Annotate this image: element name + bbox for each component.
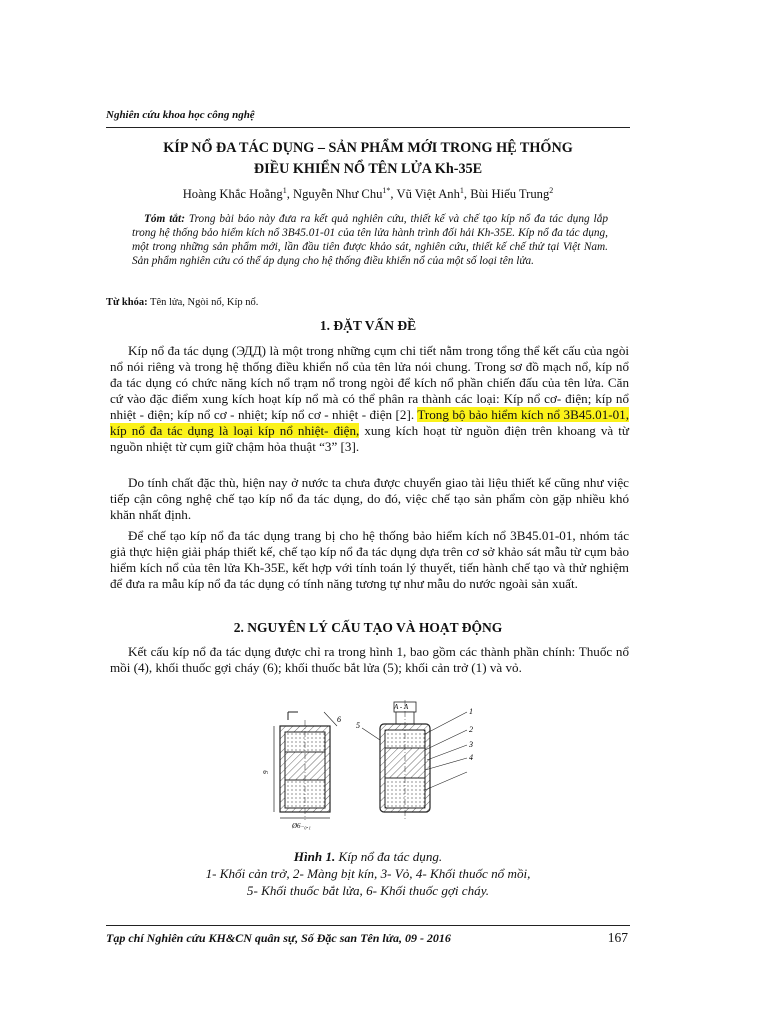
section1-paragraph-2: Do tính chất đặc thù, hiện nay ở nước ta chưa được chuyển giao tài liệu thiết kế cũng như việc tiếp cận công nghệ chế tạo kíp nổ đa tác dụng, do đó, việc chế tạo sản phẩm còn gặp nhiều khó khăn nhất định. <box>110 475 629 522</box>
callout-6: 6 <box>337 715 341 724</box>
right-view <box>362 700 467 820</box>
callout-2: 2 <box>469 725 473 734</box>
section-heading-1: 1. ĐẶT VẤN ĐỀ <box>319 318 417 333</box>
title-line-2: ĐIỀU KHIỂN NỔ TÊN LỬA Kh-35E <box>253 161 483 177</box>
callout-4: 4 <box>469 753 473 762</box>
footer-rule <box>106 925 630 926</box>
paragraph-text: Kíp nổ đa tác dụng (ЭДД) là một trong những cụm chi tiết nằm trong tổng thể kết cấu của ngòi nổ nói riêng và trong hệ thống điều khiển nổ của tên lửa nói chung. Trong sơ đồ mạch nổ, kíp nổ đa tác dụng có chức năng kích nổ trạm nổ trong ngòi để kích nổ phần chiến đấu của tên lửa. Căn cứ vào đặc điểm xung kích hoạt kíp nổ mà có thể phân ra thành các loại: Kíp nổ cơ- điện; kíp nổ nhiệt - điện; kíp nổ cơ - nhiệt; kíp nổ cơ - nhiệt - điện [2]. <box>110 343 629 422</box>
caption-line-1 <box>106 848 630 865</box>
abstract-label: Tóm tắt: <box>144 213 185 225</box>
abstract <box>132 212 608 268</box>
author-affiliation: 2 <box>549 186 554 195</box>
section1-paragraph-3: Để chế tạo kíp nổ đa tác dụng trang bị cho hệ thống bảo hiểm kích nổ 3B45.01-01, nhóm tác giả thực hiện giải pháp thiết kế, chế tạo kíp nổ đa tác dụng dựa trên cơ sở khảo sát mẫu từ cụm bảo hiểm kích nổ của tên lửa Kh-35E, kết hợp với tính toán lý thuyết, tiến hành chế tạo và thử nghiệm để đưa ra mẫu kíp nổ đa tác dụng có tính năng tương tự như mẫu do nước ngoài sản xuất. <box>110 528 629 591</box>
author-name: Hoàng Khắc Hoằng <box>182 187 283 202</box>
keywords-label: Từ khóa: <box>106 297 148 308</box>
journal-footer: Tạp chí Nghiên cứu KH&CN quân sự, Số Đặc san Tên lửa, 09 - 2016 <box>106 931 451 945</box>
author-name: Vũ Việt Anh <box>396 187 460 202</box>
caption-label: Hình 1. <box>293 849 336 864</box>
article-title <box>106 138 630 180</box>
caption-title: Kíp nổ đa tác dụng. <box>338 849 443 864</box>
header-rule <box>106 127 630 128</box>
author-name: Nguyễn Như Chu <box>293 187 383 202</box>
detonator-drawing <box>262 700 494 845</box>
title-line-1: KÍP NỔ ĐA TÁC DỤNG – SẢN PHẨM MỚI TRONG HỆ THỐNG <box>163 140 573 156</box>
author-affiliation: 1 <box>459 186 464 195</box>
author-affiliation: 1* <box>382 186 391 195</box>
author-list: Hoàng Khắc Hoằng$^1$, Nguyễn Như Chu$^{1*}$, Vũ Việt Anh$^1$, Bùi Hiếu Trung$^2$ <box>182 186 554 202</box>
callout-3: 3 <box>469 740 473 749</box>
callout-5: 5 <box>356 721 360 730</box>
author-affiliation: 1 <box>282 186 287 195</box>
section-mark: A - A <box>394 703 409 711</box>
paragraph-text: xung kích hoạt từ nguồn điện trên khoang và từ nguồn nhiệt từ cụm giữ chậm hỏa thuật “3” [3]. <box>110 423 629 454</box>
caption-line-2: 1- Khối cản trở, 2- Màng bịt kín, 3- Vỏ, 4- Khối thuốc nổ mồi, <box>205 866 531 881</box>
dimension-height: 9 <box>262 770 270 774</box>
figure-1-drawing <box>262 700 494 845</box>
page-number: 167 <box>607 930 628 945</box>
caption-line-3: 5- Khối thuốc bắt lửa, 6- Khối thuốc gợi cháy. <box>246 883 490 898</box>
abstract-text: Trong bài báo này đưa ra kết quả nghiên cứu, thiết kế và chế tạo kíp nổ đa tác dụng lắp trong hệ thống bảo hiểm kích nổ 3B45.01-01 của tên lửa hành trình đối hải Kh-35E. Kíp nổ đa tác dụng, một trong những sản phẩm mới, lần đầu tiên được khảo sát, nghiên cứu, thiết kế chế thử tại Việt Nam. Sản phẩm nghiên cứu có thể áp dụng cho hệ thống điều khiển nổ của một số loại tên lửa. <box>132 213 608 267</box>
left-view <box>274 712 337 820</box>
highlighted-text: Trong bộ bảo hiểm kích nổ 3B45.01-01, kíp nổ đa tác dụng là loại kíp nổ nhiệt- điện, <box>110 407 630 438</box>
section1-paragraph-1 <box>110 343 629 455</box>
section-heading-2: 2. NGUYÊN LÝ CẤU TẠO VÀ HOẠT ĐỘNG <box>233 620 503 635</box>
author-name: Bùi Hiếu Trung <box>470 187 550 202</box>
running-head: Nghiên cứu khoa học công nghệ <box>106 109 255 121</box>
section2-paragraph-1: Kết cấu kíp nổ đa tác dụng được chỉ ra trong hình 1, bao gồm các thành phần chính: Thuốc nổ mồi (4), khối thuốc gợi cháy (6); khối thuốc bắt lửa (5); khối cản trở (1) và vỏ. <box>110 644 629 675</box>
figure-caption <box>106 848 630 899</box>
dimension-diameter: Ø6₋₀.₁ <box>292 822 311 830</box>
callout-1: 1 <box>469 707 473 716</box>
keywords-text: Tên lửa, Ngòi nổ, Kíp nổ. <box>150 297 259 308</box>
keywords <box>106 297 630 308</box>
